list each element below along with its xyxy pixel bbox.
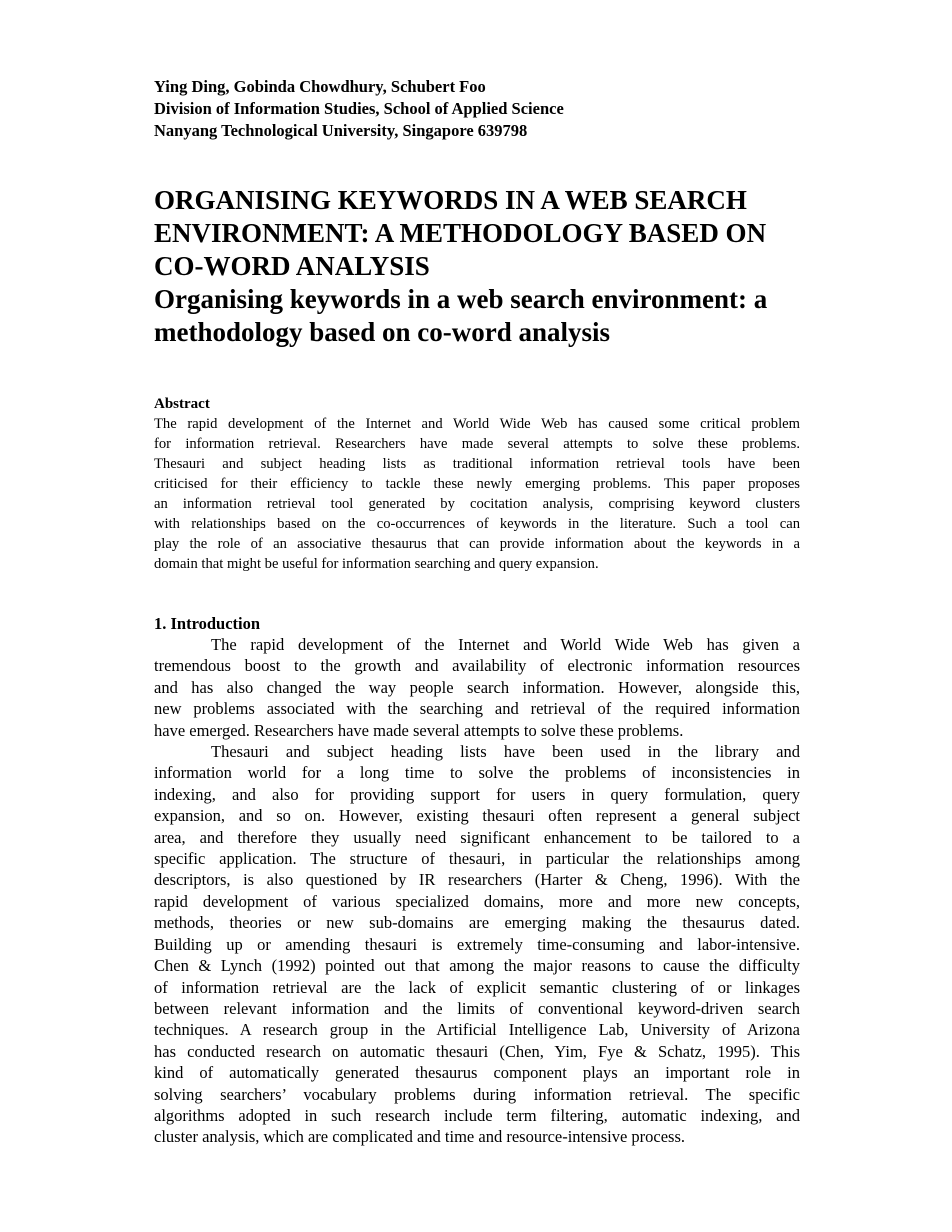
body-line: tremendous boost to the growth and availability of electronic information resources	[154, 656, 800, 676]
body-line: has conducted research on automatic thesauri (Chen, Yim, Fye & Schatz, 1995). This	[154, 1041, 800, 1061]
body-line: Chen & Lynch (1992) pointed out that among the major reasons to cause the difficulty	[154, 956, 800, 976]
abstract-line: play the role of an associative thesaurus that can provide information about the keywords in a	[154, 536, 800, 552]
affiliation-division: Division of Information Studies, School of Applied Science	[154, 99, 564, 118]
body-line: of information retrieval are the lack of explicit semantic clustering of or linkages	[154, 977, 800, 997]
body-line: The rapid development of the Internet and World Wide Web has given a	[211, 635, 800, 654]
abstract-line: for information retrieval. Researchers have made several attempts to solve these problems.	[154, 436, 800, 452]
body-line: kind of automatically generated thesaurus component plays an important role in	[154, 1063, 800, 1083]
body-line: have emerged. Researchers have made several attempts to solve these problems.	[154, 720, 684, 740]
body-line: area, and therefore they usually need significant enhancement to be tailored to a	[154, 827, 800, 847]
paper-title	[154, 283, 800, 349]
body-line: information world for a long time to solve the problems of inconsistencies in	[154, 763, 800, 783]
abstract-text	[154, 414, 800, 574]
title-line: ENVIRONMENT: A METHODOLOGY BASED ON	[154, 218, 767, 248]
section-heading-introduction: 1. Introduction	[154, 614, 261, 633]
author-block	[154, 76, 800, 142]
introduction-paragraph-2	[154, 741, 800, 1148]
abstract-line: an information retrieval tool generated by cocitation analysis, comprising keyword clusters	[154, 496, 800, 512]
body-line: algorithms adopted in such research include term filtering, automatic indexing, and	[154, 1105, 800, 1125]
abstract-heading: Abstract	[154, 396, 210, 412]
body-line: Building up or amending thesauri is extremely time-consuming and labor-intensive.	[154, 934, 800, 954]
title-line: methodology based on co-word analysis	[154, 317, 611, 347]
body-line: between relevant information and the limits of conventional keyword-driven search	[154, 998, 800, 1018]
abstract-line: The rapid development of the Internet and World Wide Web has caused some critical problem	[154, 416, 800, 432]
body-line: solving searchers’ vocabulary problems during information retrieval. The specific	[154, 1084, 800, 1104]
abstract-line: Thesauri and subject heading lists as traditional information retrieval tools have been	[154, 456, 800, 472]
body-line: methods, theories or new sub-domains are emerging making the thesaurus dated.	[154, 913, 800, 933]
introduction-paragraph-1	[154, 634, 800, 741]
title-line: Organising keywords in a web search environment: a	[154, 284, 768, 314]
paper-page	[154, 76, 800, 1148]
body-line: expansion, and so on. However, existing thesauri often represent a general subject	[154, 806, 800, 826]
body-line: new problems associated with the searching and retrieval of the required information	[154, 699, 800, 719]
body-line: descriptors, is also questioned by IR researchers (Harter & Cheng, 1996). With the	[154, 870, 800, 890]
abstract-line: domain that might be useful for information searching and query expansion.	[154, 556, 599, 572]
author-names: Ying Ding, Gobinda Chowdhury, Schubert Foo	[154, 77, 486, 96]
body-line: specific application. The structure of thesauri, in particular the relationships among	[154, 849, 800, 869]
abstract-line: with relationships based on the co-occurrences of keywords in the literature. Such a tool can	[154, 516, 800, 532]
title-line: ORGANISING KEYWORDS IN A WEB SEARCH	[154, 185, 747, 215]
body-line: cluster analysis, which are complicated and time and resource-intensive process.	[154, 1127, 686, 1147]
title-line: CO-WORD ANALYSIS	[154, 251, 430, 281]
body-line: techniques. A research group in the Artificial Intelligence Lab, University of Arizona	[154, 1020, 800, 1040]
body-line: Thesauri and subject heading lists have been used in the library and	[211, 742, 800, 762]
paper-title-uppercase	[154, 184, 800, 283]
affiliation-university: Nanyang Technological University, Singapore 639798	[154, 121, 528, 140]
body-line: indexing, and also for providing support for users in query formulation, query	[154, 784, 800, 804]
body-line: rapid development of various specialized domains, more and more new concepts,	[154, 891, 800, 911]
abstract-line: criticised for their efficiency to tackle these newly emerging problems. This paper proposes	[154, 476, 800, 492]
body-line: and has also changed the way people search information. However, alongside this,	[154, 677, 800, 697]
